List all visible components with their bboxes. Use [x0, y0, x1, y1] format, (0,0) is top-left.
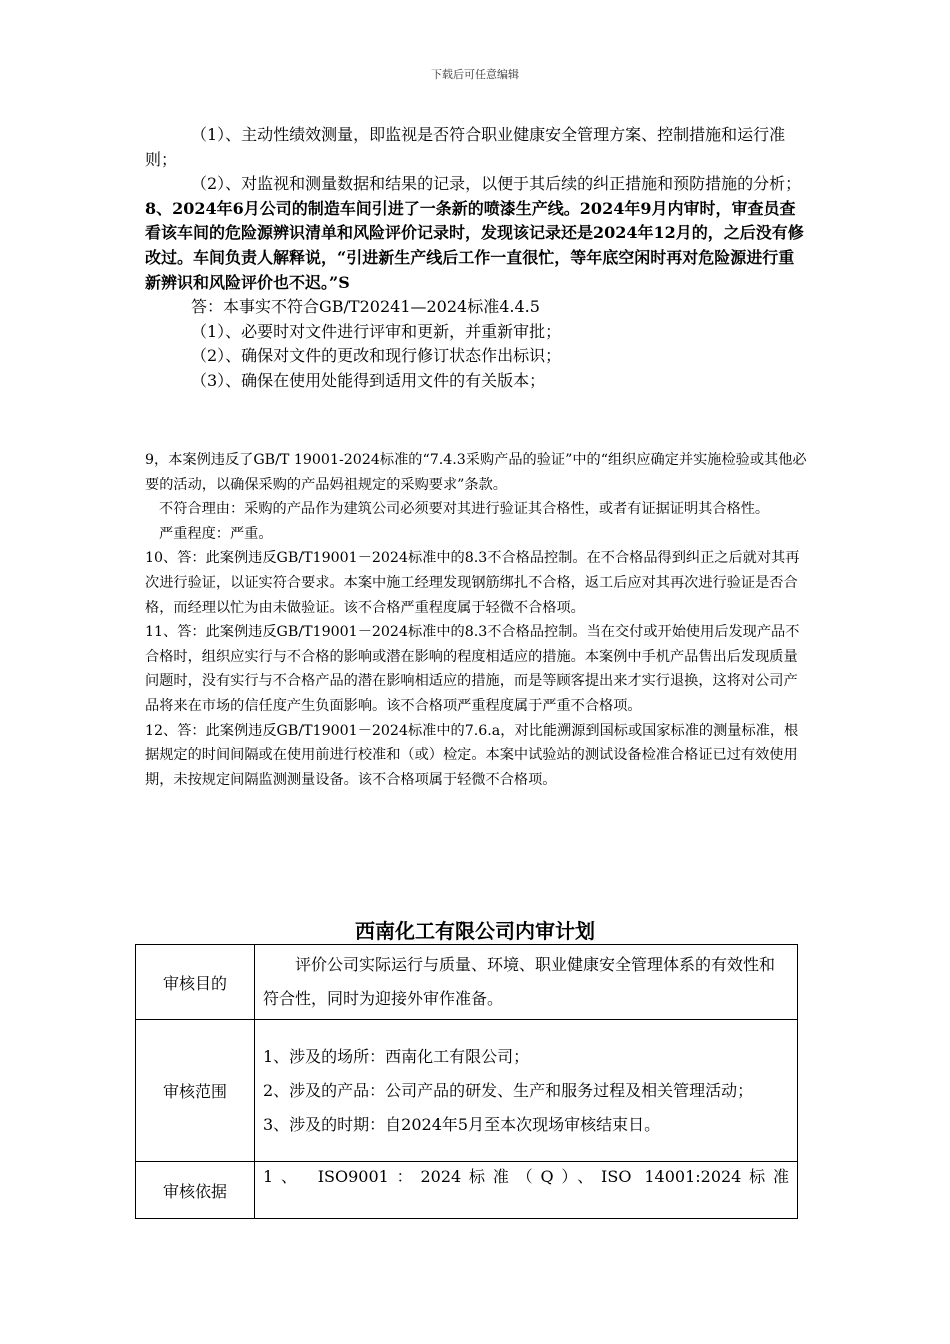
answer-8-item-2: （2）、确保对文件的更改和现行修订状态作出标识； — [191, 346, 562, 366]
page-header: 下载后可任意编辑 — [431, 68, 519, 81]
scope-line-2: 2、涉及的产品：公司产品的研发、生产和服务过程及相关管理活动； — [263, 1080, 754, 1100]
scope-line-3: 3、涉及的时期：自2024年5月至本次现场审核结束日。 — [263, 1114, 661, 1134]
row-content-basis — [255, 1162, 798, 1219]
answer-block-7 — [145, 123, 807, 394]
paragraph-measure-1: （1）、主动性绩效测量，即监视是否符合职业健康安全管理方案、控制措施和运行准则； — [145, 125, 786, 169]
table-row — [136, 945, 798, 1020]
row-content-scope — [255, 1020, 798, 1162]
answer-10: 10、答：此案例违反GB/T19001－2024标准中的8.3不合格品控制。在不合格品得到纠正之后就对其再次进行验证，以证实符合要求。本案中施工经理发现钢筋绑扎不合格，返工后应对其再次进行验证是否合格，而经理以忙为由未做验证。该不合格严重程度属于轻微不合格项。 — [145, 550, 800, 616]
row-label-basis: 审核依据 — [136, 1162, 255, 1219]
answer-9-severity: 严重程度：严重。 — [159, 525, 273, 542]
answer-11: 11、答：此案例违反GB/T19001－2024标准中的8.3不合格品控制。当在交付或开始使用后发现产品不合格时，组织应实行与不合格的影响或潜在影响的程度相适应的措施。本案例中手机产品售出后发现质量问题时，没有实行与不合格产品的潜在影响相适应的措施，而是等顾客提出来才实行退换，这将对公司产品将来在市场的信任度产生负面影响。该不合格项严重程度属于严重不合格项。 — [145, 624, 800, 714]
table-row — [136, 1162, 798, 1219]
audit-plan-title: 西南化工有限公司内审计划 — [355, 919, 595, 943]
answer-block-9-12 — [145, 448, 807, 792]
scope-line-1: 1、涉及的场所：西南化工有限公司； — [263, 1046, 530, 1066]
basis-line-1: 1、 ISO9001：2024标准（Q）、ISO 14001:2024标准 — [263, 1167, 789, 1186]
row-label-scope: 审核范围 — [136, 1020, 255, 1162]
row-label-purpose: 审核目的 — [136, 945, 255, 1020]
answer-8: 答：本事实不符合GB/T20241—2024标准4.4.5 — [191, 297, 540, 317]
answer-12: 12、答：此案例违反GB/T19001－2024标准中的7.6.a，对比能溯源到国标或国家标准的测量标准，根据规定的时间间隔或在使用前进行校准和（或）检定。本案中试验站的测试设备检准合格证已过有效使用期，未按规定间隔监测测量设备。该不合格项属于轻微不合格项。 — [145, 722, 799, 788]
table-row — [136, 1020, 798, 1162]
question-8: 8、2024年6月公司的制造车间引进了一条新的喷漆生产线。2024年9月内审时，审查员查看该车间的危险源辨识清单和风险评价记录时，发现该记录还是2024年12月的，之后没有修改过。车间负责人解释说，“引进新生产线后工作一直很忙，等年底空闲时再对危险源进行重新辨识和风险评价也不迟。”S — [145, 198, 804, 292]
purpose-line: 评价公司实际运行与质量、环境、职业健康安全管理体系的有效性和符合性，同时为迎接外审作准备。 — [263, 955, 776, 1008]
audit-plan-table — [135, 944, 798, 1219]
answer-9-reason: 不符合理由：采购的产品作为建筑公司必须要对其进行验证其合格性，或者有证据证明其合格性。 — [159, 501, 770, 518]
answer-8-item-1: （1）、必要时对文件进行评审和更新，并重新审批； — [191, 321, 562, 341]
answer-9: 9，本案例违反了GB/T 19001-2024标准的“7.4.3采购产品的验证”中的“组织应确定并实施检验或其他必要的活动，以确保采购的产品妈祖规定的采购要求”条款。 — [145, 452, 807, 493]
answer-8-item-3: （3）、确保在使用处能得到适用文件的有关版本； — [191, 370, 546, 390]
paragraph-measure-2: （2）、对监视和测量数据和结果的记录，以便于其后续的纠正措施和预防措施的分析； — [191, 174, 802, 194]
row-content-purpose — [255, 945, 798, 1020]
